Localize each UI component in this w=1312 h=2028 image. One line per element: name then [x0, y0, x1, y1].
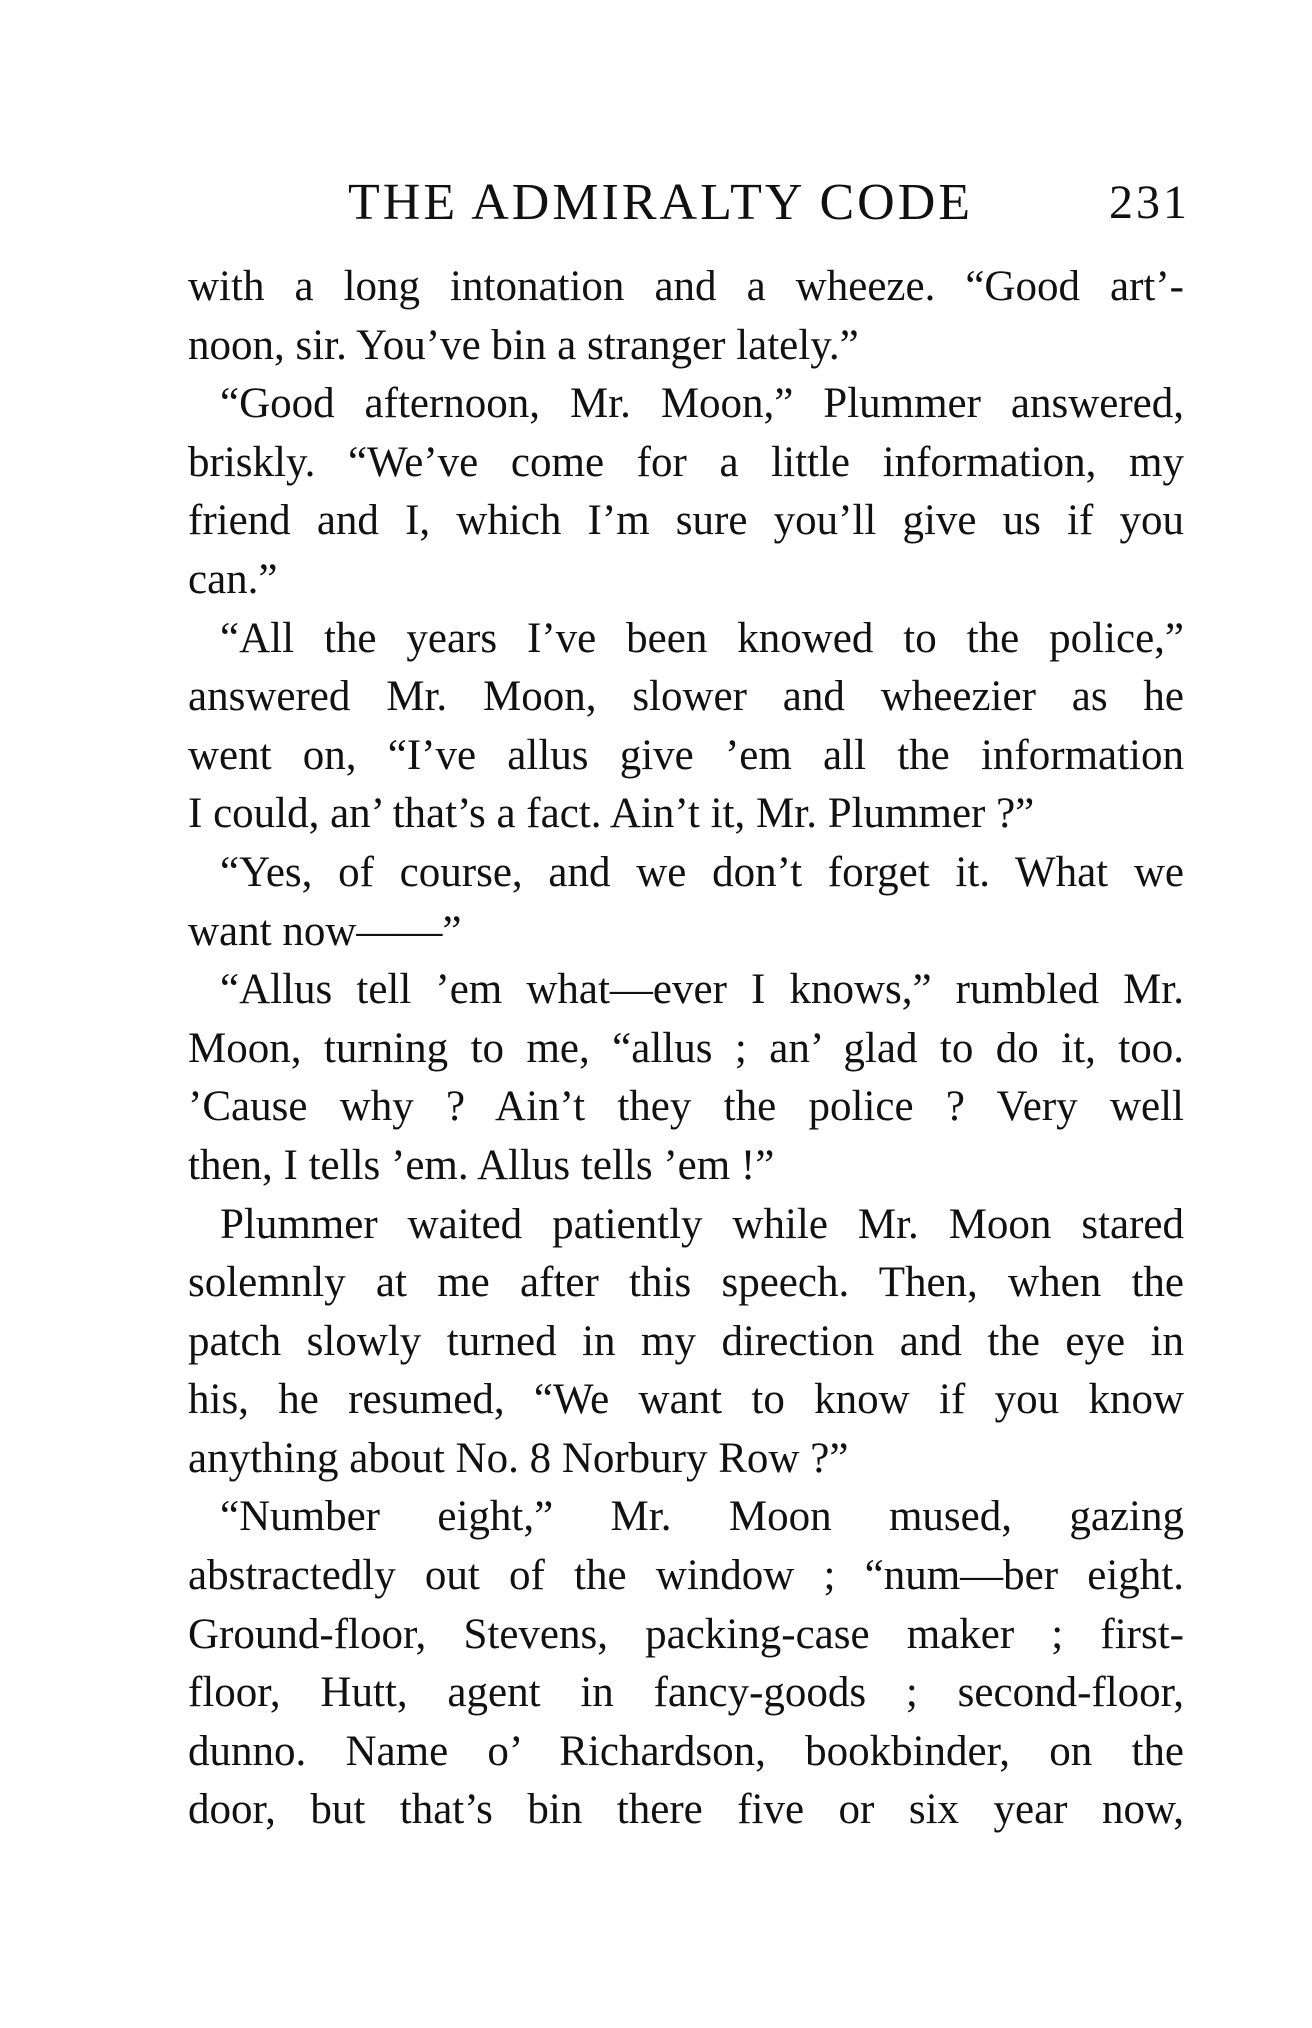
text-line: “Yes, of course, and we don’t forget it. What we [220, 848, 1184, 896]
body-text [188, 258, 1184, 1840]
text-line: “All the years I’ve been knowed to the police,” [220, 614, 1184, 662]
text-line: floor, Hutt, agent in fancy-goods ; second-floor, [188, 1669, 1184, 1717]
text-line: with a long intonation and a wheeze. “Good art’- [188, 263, 1184, 310]
text-line: door, but that’s bin there five or six year now, [188, 1786, 1184, 1834]
text-line: patch slowly turned in my direction and the eye in [188, 1317, 1184, 1365]
text-line: briskly. “We’ve come for a little information, my [188, 438, 1184, 486]
running-head: THE ADMIRALTY CODE [348, 174, 974, 231]
text-line: his, he resumed, “We want to know if you know [188, 1376, 1184, 1424]
text-line: I could, an’ that’s a fact. Ain’t it, Mr. Plummer ?” [188, 790, 1035, 838]
text-line: Ground-floor, Stevens, packing-case maker ; first- [188, 1610, 1184, 1658]
text-line: Plummer waited patiently while Mr. Moon stared [220, 1200, 1184, 1248]
text-line: want now——” [188, 907, 462, 955]
text-line: “Number eight,” Mr. Moon mused, gazing [220, 1493, 1184, 1541]
text-line: abstractedly out of the window ; “num—ber eight. [188, 1552, 1184, 1600]
text-line: ’Cause why ? Ain’t they the police ? Very well [188, 1083, 1184, 1131]
text-line: can.” [188, 555, 278, 603]
text-line: “Allus tell ’em what—ever I knows,” rumbled Mr. [220, 966, 1184, 1014]
text-line: solemnly at me after this speech. Then, when the [188, 1259, 1184, 1307]
text-line: dunno. Name o’ Richardson, bookbinder, on the [188, 1727, 1184, 1775]
text-line: friend and I, which I’m sure you’ll give us if you [188, 497, 1184, 545]
text-line: then, I tells ’em. Allus tells ’em !” [188, 1141, 775, 1189]
text-line: went on, “I’ve allus give ’em all the information [188, 731, 1184, 779]
text-line: Moon, turning to me, “allus ; an’ glad to do it, too. [188, 1024, 1184, 1072]
page-number: 231 [1109, 176, 1190, 229]
text-line: “Good afternoon, Mr. Moon,” Plummer answered, [220, 380, 1184, 428]
page-header [190, 168, 1190, 238]
text-line: noon, sir. You’ve bin a stranger lately.” [188, 321, 859, 369]
text-line: anything about No. 8 Norbury Row ?” [188, 1434, 849, 1482]
text-line: answered Mr. Moon, slower and wheezier as he [188, 673, 1184, 721]
